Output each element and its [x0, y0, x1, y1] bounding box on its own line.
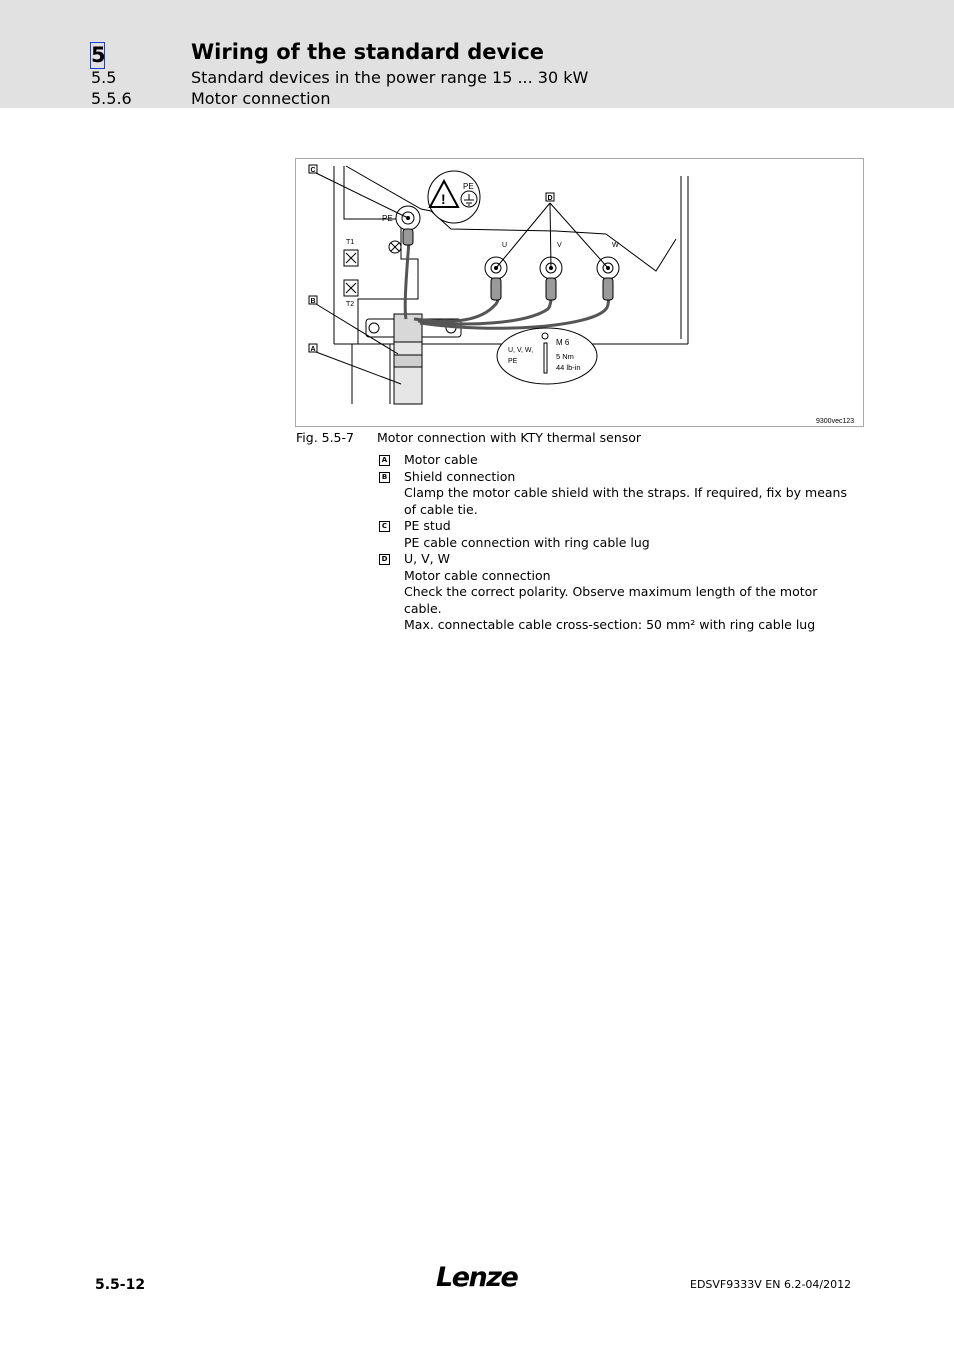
figure-caption: Motor connection with KTY thermal sensor	[377, 430, 642, 445]
chapter-title: Wiring of the standard device	[191, 40, 545, 64]
svg-text:B: B	[310, 298, 316, 305]
legend-text: U, V, W	[404, 551, 450, 566]
lenze-logo: Lenze	[436, 1262, 518, 1293]
housing-screw	[389, 241, 401, 253]
legend-item-a	[379, 452, 849, 469]
t1-label: T1	[346, 239, 355, 246]
callout-c	[309, 165, 317, 174]
torque-spec	[497, 328, 597, 384]
warning-icon: !	[441, 191, 446, 207]
figure-label: Fig. 5.5-7	[296, 430, 354, 445]
motor-cable	[394, 342, 422, 404]
legend-detail: PE cable connection with ring cable lug	[404, 534, 650, 550]
svg-text:A: A	[310, 346, 316, 353]
legend-key-a: A	[379, 455, 390, 466]
legend-text: Shield connection	[404, 468, 516, 484]
pe-stud-label: PE	[382, 214, 393, 223]
terminal-u-label: U	[502, 242, 508, 249]
drawing-id: 9300vec123	[816, 418, 855, 425]
subsection-title: Motor connection	[191, 89, 331, 108]
callout-b	[309, 296, 317, 305]
callout-d	[546, 193, 554, 202]
legend-item-d	[379, 551, 849, 568]
page-header	[0, 0, 954, 108]
wires	[405, 241, 608, 328]
motor-connection-figure	[295, 158, 864, 427]
svg-text:C: C	[310, 167, 316, 174]
legend-detail: Max. connectable cable cross-section: 50 mm² with ring cable lug	[404, 617, 816, 632]
earth-symbol-label: PE	[463, 182, 474, 191]
section-title: Standard devices in the power range 15 ... 30 kW	[191, 68, 589, 87]
terminal-w-label: W	[612, 242, 619, 249]
pe-warning-symbol	[428, 171, 480, 223]
torque-terminals-2: PE	[508, 358, 518, 365]
legend-detail: Motor cable connection	[404, 567, 551, 583]
torque-lbin: 44 lb-in	[556, 363, 581, 372]
shield-clamp	[366, 314, 461, 342]
kty-terminals	[344, 239, 358, 308]
page-number: 5.5-12	[95, 1277, 146, 1293]
legend-key-b: B	[379, 472, 390, 483]
svg-text:D: D	[547, 195, 553, 202]
legend-text: PE stud	[404, 518, 451, 533]
legend-item-b	[379, 469, 849, 486]
section-number: 5.5	[91, 68, 117, 87]
legend-item-c	[379, 518, 849, 535]
chapter-number[interactable]: 5	[91, 43, 106, 67]
t2-label: T2	[346, 301, 355, 308]
legend-detail: Clamp the motor cable shield with the straps. If required, fix by means of cable tie.	[404, 485, 847, 517]
terminal-w	[597, 242, 619, 300]
legend-key-c: C	[379, 521, 390, 532]
document-id: EDSVF9333V EN 6.2-04/2012	[690, 1278, 852, 1291]
terminal-v-label: V	[557, 242, 562, 249]
callout-a	[309, 344, 317, 353]
legend-detail: Check the correct polarity. Observe maximum length of the motor cable.	[404, 584, 818, 616]
torque-thread: M 6	[556, 338, 570, 347]
wiring-diagram	[296, 159, 865, 428]
torque-terminals-1: U, V, W,	[508, 347, 534, 354]
legend-key-d: D	[379, 554, 390, 565]
figure-legend	[379, 452, 849, 634]
terminal-u	[485, 242, 507, 300]
torque-nm: 5 Nm	[556, 352, 574, 361]
legend-text: Motor cable	[404, 452, 478, 467]
subsection-number: 5.5.6	[91, 89, 132, 108]
